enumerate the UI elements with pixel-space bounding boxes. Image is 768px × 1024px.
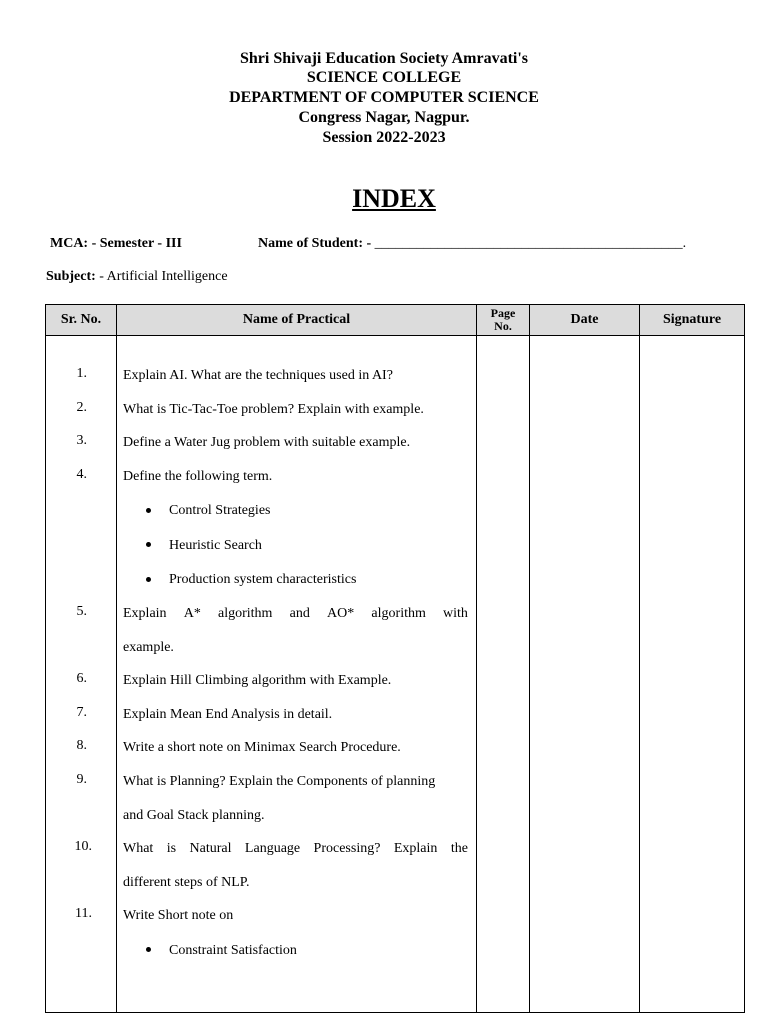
- date-column: [530, 336, 640, 1013]
- practical-word: Explain: [123, 605, 167, 621]
- practical-word: and: [289, 605, 310, 621]
- practical-word: algorithm: [371, 605, 426, 621]
- session: Session 2022-2023: [322, 129, 446, 146]
- subject-value: - Artificial Intelligence: [99, 269, 228, 284]
- bullet-item: [146, 538, 262, 554]
- practical-text-line: Explain AI. What are the techniques used in AI?: [123, 368, 393, 383]
- practical-text-line: and Goal Stack planning.: [123, 807, 265, 823]
- sr-no-column: [46, 336, 117, 1013]
- practical-word: with: [443, 605, 468, 621]
- practical-text-line: different steps of NLP.: [123, 874, 250, 890]
- society-name: Shri Shivaji Education Society Amravati's: [239, 50, 529, 67]
- row-number: 1.: [76, 366, 87, 381]
- department-name: DEPARTMENT OF COMPUTER SCIENCE: [229, 89, 539, 106]
- bullet-icon: [146, 577, 151, 582]
- bullet-icon: [146, 947, 151, 952]
- practical-text-line: Write Short note on: [123, 908, 234, 924]
- page-no-column: [477, 336, 530, 1013]
- row-number: 4.: [76, 466, 87, 482]
- bullet-label: Constraint Satisfaction: [169, 942, 297, 958]
- subject-line: [46, 269, 228, 285]
- practical-word: is: [166, 841, 177, 857]
- practical-word: Processing?: [313, 841, 381, 857]
- practical-word: Language: [244, 841, 301, 857]
- subject-label: Subject:: [46, 269, 96, 284]
- course-label: MCA: - Semester - III: [50, 236, 182, 251]
- sr-no-header: Sr. No.: [46, 305, 117, 336]
- practical-word: What: [123, 841, 154, 857]
- practical-text-line: [123, 841, 468, 857]
- practical-text-line: Explain Mean End Analysis in detail.: [123, 706, 333, 722]
- row-number: 2.: [76, 399, 87, 415]
- row-number: 10.: [74, 839, 92, 855]
- row-number: 5.: [76, 603, 87, 619]
- practical-word: the: [450, 841, 468, 857]
- row-number: 7.: [76, 704, 87, 720]
- bullet-item: [146, 572, 356, 588]
- row-number: 3.: [76, 433, 87, 449]
- date-header: Date: [530, 305, 640, 336]
- signature-header: Signature: [640, 305, 745, 336]
- practical-text-line: Explain Hill Climbing algorithm with Example.: [123, 673, 392, 689]
- practical-text-line: Define the following term.: [123, 468, 273, 484]
- student-name-blank: ____________________________________________.: [374, 236, 687, 251]
- signature-column: [640, 336, 745, 1013]
- page-title: INDEX: [352, 184, 436, 213]
- college-address: Congress Nagar, Nagpur.: [298, 109, 470, 126]
- student-name-line: Name of Student: - ____________________________________________.: [258, 236, 687, 251]
- bullet-icon: [146, 542, 151, 547]
- row-number: 6.: [76, 671, 87, 687]
- table-header-row: [46, 305, 745, 336]
- practical-text-line: What is Tic-Tac-Toe problem? Explain with example.: [123, 401, 424, 417]
- bullet-item: [146, 503, 271, 519]
- row-number: 11.: [75, 906, 92, 922]
- practical-word: algorithm: [218, 605, 273, 621]
- practical-word: Natural: [189, 841, 232, 857]
- bullet-label: Control Strategies: [169, 503, 271, 519]
- row-number: 9.: [76, 771, 87, 787]
- practical-index-table: [45, 304, 745, 1013]
- row-number: 8.: [76, 738, 87, 754]
- page-no-header: Page No.: [477, 305, 530, 336]
- bullet-label: Heuristic Search: [169, 537, 262, 553]
- practical-word: A*: [183, 605, 201, 621]
- practical-text-line: example.: [123, 639, 174, 655]
- practical-name-header: Name of Practical: [117, 305, 477, 336]
- practical-name-column: [117, 336, 477, 1013]
- bullet-label: Production system characteristics: [169, 572, 357, 588]
- practical-text-line: [123, 606, 468, 622]
- bullet-icon: [146, 508, 151, 513]
- practical-text-line: Write a short note on Minimax Search Procedure.: [123, 740, 401, 756]
- practical-text-line: What is Planning? Explain the Components of planning: [123, 773, 436, 789]
- practical-word: Explain: [393, 841, 438, 857]
- table-body-row: [46, 336, 745, 1013]
- college-name: SCIENCE COLLEGE: [306, 69, 462, 86]
- practical-text-line: Define a Water Jug problem with suitable example.: [123, 435, 411, 451]
- bullet-item: [146, 943, 297, 959]
- practical-word: AO*: [327, 605, 355, 621]
